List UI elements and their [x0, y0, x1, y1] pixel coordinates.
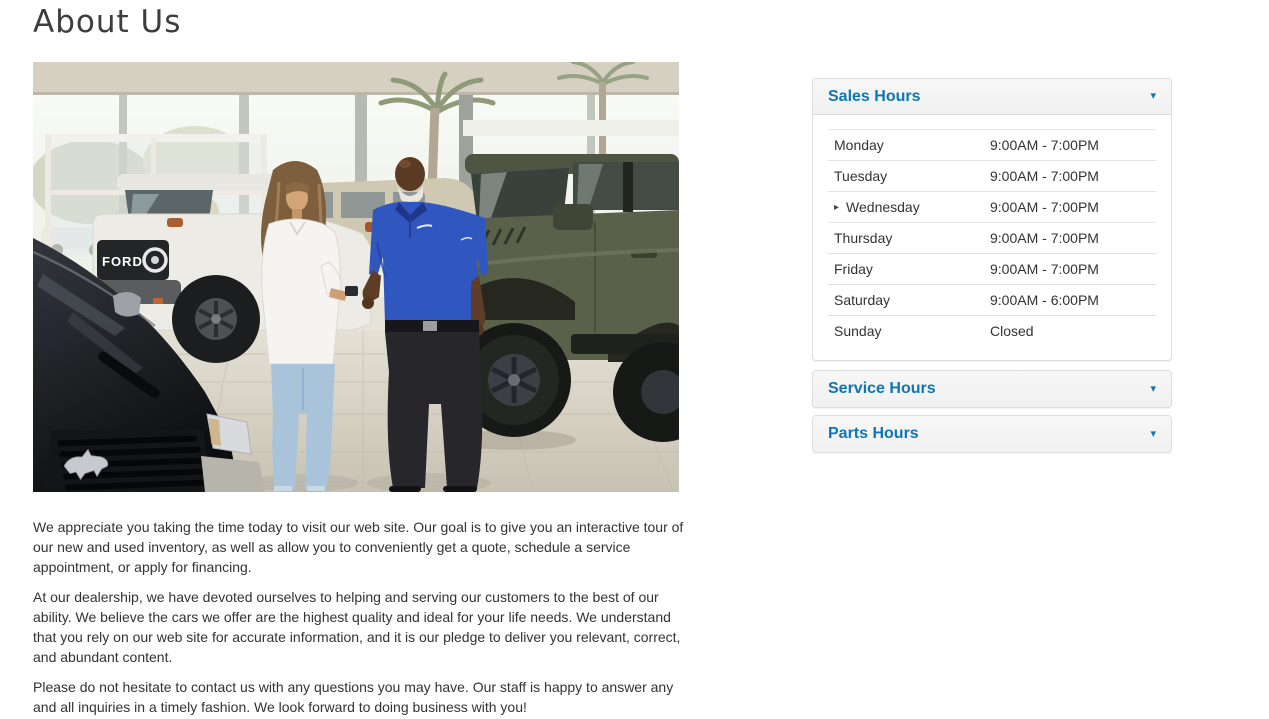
- about-paragraph-1: We appreciate you taking the time today to visit our web site. Our goal is to give you an interactive tour of our new and used inventory, as well as allow you to conveniently get a quote, schedule a service appointment, or apply for financing.: [33, 519, 684, 575]
- floor-shadow: [248, 474, 358, 492]
- about-paragraph-3: Please do not hesitate to contact us with any questions you may have. Our staff is happy to answer any and all inquiries in a timely fashion. We look forward to doing business with you!: [33, 679, 674, 715]
- sales-hours-title: Sales Hours: [828, 87, 921, 105]
- sales-hours-header[interactable]: [813, 79, 1171, 115]
- hours-value: Closed: [990, 323, 1034, 339]
- day-label: Thursday: [834, 230, 893, 246]
- day-label: Monday: [834, 137, 884, 153]
- hours-value: 9:00AM - 6:00PM: [990, 292, 1099, 308]
- bronco-white-wheel: [172, 275, 260, 363]
- hours-value: 9:00AM - 7:00PM: [990, 230, 1099, 246]
- hours-row-sunday: [828, 315, 1156, 346]
- day-label: Friday: [834, 261, 873, 277]
- about-copy: [33, 517, 689, 719]
- hours-value: 9:00AM - 7:00PM: [990, 261, 1099, 277]
- sales-hours-panel: [812, 78, 1172, 361]
- parts-hours-panel: [812, 415, 1172, 453]
- showroom-photo-art: [33, 62, 679, 492]
- hours-row-wednesday-current: [828, 191, 1156, 222]
- sales-hours-table: [828, 115, 1156, 360]
- hours-row-saturday: [828, 284, 1156, 315]
- hours-row-thursday: [828, 222, 1156, 253]
- parts-hours-title: Parts Hours: [828, 425, 919, 442]
- mustang-mirror: [113, 292, 141, 317]
- parts-hours-header[interactable]: [813, 416, 1171, 452]
- day-label-text: Wednesday: [846, 199, 920, 215]
- about-paragraph-2: At our dealership, we have devoted ourselves to helping and serving our customers to the best of our ability. We believe the cars we offer are the highest quality and ideal for your life needs. We understand that you rely on our web site for accurate information, and it is our pledge to deliver you relevant, correct, and abundant content.: [33, 589, 681, 665]
- hours-value: 9:00AM - 7:00PM: [990, 199, 1099, 215]
- chevron-down-icon: ▾: [1150, 382, 1156, 395]
- day-label: Sunday: [834, 323, 882, 339]
- chevron-down-icon: ▾: [1150, 90, 1156, 102]
- chevron-down-icon: ▾: [1150, 427, 1156, 440]
- ford-grille-text: FORD: [102, 254, 143, 269]
- day-label: Tuesday: [834, 168, 888, 184]
- current-day-marker-icon: ▸: [834, 201, 840, 213]
- service-hours-header[interactable]: [813, 371, 1171, 407]
- hours-row-tuesday: [828, 160, 1156, 191]
- hours-row-monday: [828, 129, 1156, 160]
- page-title: About Us: [33, 4, 182, 40]
- hours-row-friday: [828, 253, 1156, 284]
- day-label: [828, 199, 990, 215]
- service-hours-panel: [812, 370, 1172, 408]
- hours-value: 9:00AM - 7:00PM: [990, 168, 1099, 184]
- service-hours-title: Service Hours: [828, 380, 936, 397]
- showroom-photo: [33, 62, 679, 492]
- key-fob: [345, 286, 358, 296]
- day-label: Saturday: [834, 292, 891, 308]
- hours-value: 9:00AM - 7:00PM: [990, 137, 1099, 153]
